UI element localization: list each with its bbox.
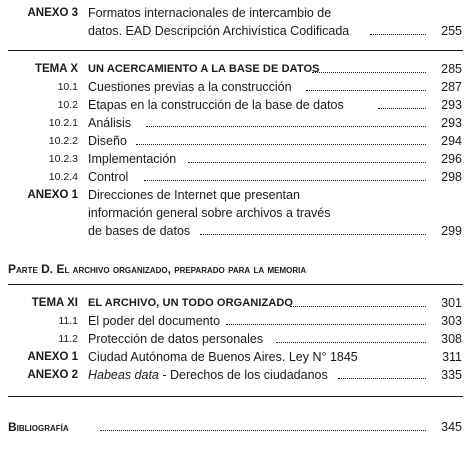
page-number: 293 bbox=[441, 116, 462, 130]
page-number: 285 bbox=[441, 62, 462, 76]
bibliography-heading: Bibliografía bbox=[8, 420, 69, 434]
entry-text: Control bbox=[88, 170, 129, 184]
dot-leader bbox=[146, 126, 426, 127]
dot-leader bbox=[136, 144, 426, 145]
dot-leader bbox=[306, 90, 426, 91]
toc-entry-anexo-1-cont bbox=[0, 222, 473, 240]
entry-label: TEMA XI bbox=[31, 297, 78, 309]
toc-entry-11-2 bbox=[0, 330, 473, 348]
page-number: 298 bbox=[441, 170, 462, 184]
entry-label: ANEXO 3 bbox=[27, 7, 78, 19]
entry-number: 10.2.4 bbox=[48, 171, 78, 183]
divider bbox=[8, 284, 463, 285]
dot-leader bbox=[338, 378, 426, 379]
page-number: 287 bbox=[441, 80, 462, 94]
entry-number: 10.2.1 bbox=[48, 117, 78, 129]
page-number: 255 bbox=[441, 24, 462, 38]
entry-number: 10.1 bbox=[57, 81, 78, 93]
toc-entry-bibliografia bbox=[0, 418, 473, 436]
entry-title: UN ACERCAMIENTO A LA BASE DE DATOS bbox=[88, 63, 320, 75]
toc-entry-10-2-2 bbox=[0, 132, 473, 150]
divider bbox=[8, 396, 463, 397]
toc-entry-anexo-1 bbox=[0, 186, 473, 204]
page-number: 293 bbox=[441, 98, 462, 112]
toc-entry-anexo-2 bbox=[0, 366, 473, 384]
divider bbox=[8, 50, 463, 51]
entry-text: información general sobre archivos a través bbox=[88, 206, 331, 220]
entry-text: de bases de datos bbox=[88, 224, 191, 238]
page-number: 299 bbox=[441, 224, 462, 238]
entry-number: 10.2.2 bbox=[48, 135, 78, 147]
dot-leader bbox=[200, 234, 426, 235]
entry-text: datos. EAD Descripción Archivística Codificada bbox=[88, 24, 350, 38]
toc-entry-anexo-3-cont bbox=[0, 22, 473, 40]
entry-number: 11.1 bbox=[58, 315, 78, 327]
toc-entry-tema-xi bbox=[0, 294, 473, 312]
toc-entry-10-1 bbox=[0, 78, 473, 96]
dot-leader bbox=[188, 162, 426, 163]
toc-entry-anexo-1-ley bbox=[0, 348, 473, 366]
entry-number: 11.2 bbox=[58, 333, 78, 345]
entry-number: 10.2 bbox=[57, 99, 78, 111]
entry-label: ANEXO 1 bbox=[27, 351, 78, 363]
page-number: 301 bbox=[441, 296, 462, 310]
page-number: 308 bbox=[441, 332, 462, 346]
toc-entry-10-2-3 bbox=[0, 150, 473, 168]
entry-text: Protección de datos personales bbox=[88, 332, 264, 346]
entry-number: 10.2.3 bbox=[48, 153, 78, 165]
entry-text: El poder del documento bbox=[88, 314, 221, 328]
toc-entry-10-2-1 bbox=[0, 114, 473, 132]
entry-text: Direcciones de Internet que presentan bbox=[88, 188, 300, 202]
dot-leader bbox=[276, 342, 426, 343]
page-number: 294 bbox=[441, 134, 462, 148]
entry-label: TEMA X bbox=[34, 63, 78, 75]
entry-title: EL ARCHIVO, UN TODO ORGANIZADO bbox=[88, 297, 294, 309]
dot-leader bbox=[226, 324, 426, 325]
entry-text: Diseño bbox=[88, 134, 127, 148]
entry-text: Formatos internacionales de intercambio de bbox=[88, 6, 332, 20]
dot-leader bbox=[312, 72, 426, 73]
dot-leader bbox=[378, 108, 426, 109]
toc-entry-10-2-4 bbox=[0, 168, 473, 186]
toc-entry-11-1 bbox=[0, 312, 473, 330]
toc-entry-10-2 bbox=[0, 96, 473, 114]
dot-leader bbox=[144, 180, 426, 181]
entry-text: Cuestiones previas a la construcción bbox=[88, 80, 292, 94]
entry-label: ANEXO 1 bbox=[27, 189, 78, 201]
page-number: 303 bbox=[441, 314, 462, 328]
dot-leader bbox=[370, 34, 426, 35]
entry-text-rest: - Derechos de los ciudadanos bbox=[158, 368, 328, 382]
entry-label: ANEXO 2 bbox=[27, 369, 78, 381]
entry-text: Análisis bbox=[88, 116, 132, 130]
entry-text: Etapas en la construcción de la base de datos bbox=[88, 98, 344, 112]
entry-text: Ciudad Autónoma de Buenos Aires. Ley N° 1845 bbox=[88, 350, 358, 364]
page-number: 296 bbox=[441, 152, 462, 166]
page-number: 311 bbox=[442, 350, 462, 364]
dot-leader bbox=[100, 430, 426, 431]
page-number: 335 bbox=[441, 368, 462, 382]
entry-text-italic: Habeas data bbox=[88, 368, 159, 382]
entry-text bbox=[88, 366, 328, 384]
toc-entry-anexo-3 bbox=[0, 4, 473, 22]
part-heading: Parte D. El archivo organizado, preparado para la memoria bbox=[8, 262, 307, 276]
dot-leader bbox=[290, 306, 426, 307]
toc-entry-anexo-1-cont bbox=[0, 204, 473, 222]
entry-text: Implementación bbox=[88, 152, 177, 166]
page-number: 345 bbox=[441, 420, 462, 434]
toc-entry-tema-x bbox=[0, 60, 473, 78]
